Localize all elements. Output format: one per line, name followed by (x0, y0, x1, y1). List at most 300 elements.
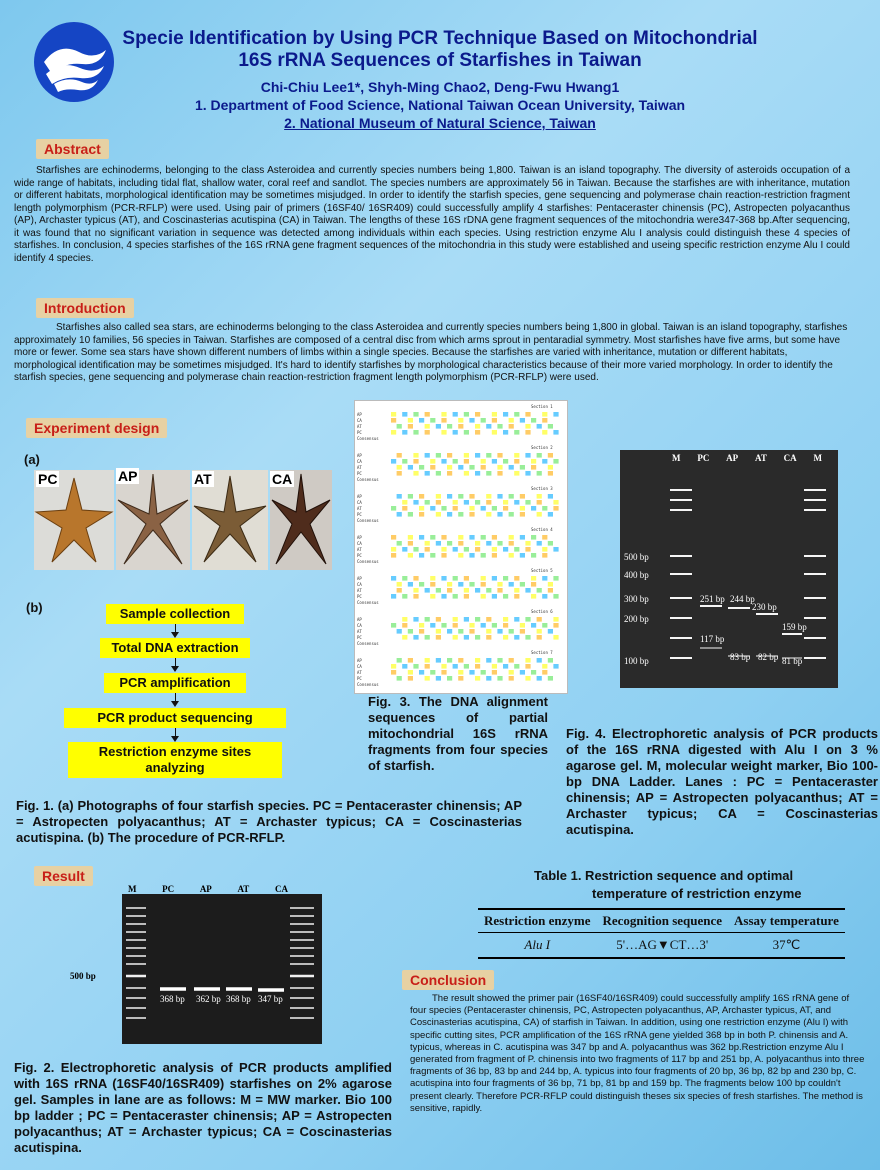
alignment-cell (447, 658, 452, 663)
alignment-cell (542, 676, 547, 681)
alignment-cell (520, 594, 525, 599)
alignment-cell (413, 430, 418, 435)
alignment-cell (509, 629, 514, 634)
alignment-cell (430, 576, 435, 581)
alignment-cell (520, 494, 525, 499)
fig2-lane-m: M (128, 884, 137, 894)
alignment-cell (481, 600, 486, 605)
alignment-cell (464, 477, 469, 482)
alignment-cell (475, 623, 480, 628)
alignment-cell (436, 629, 441, 634)
alignment-cell (447, 629, 452, 634)
alignment-cell (514, 629, 519, 634)
alignment-cell (402, 553, 407, 558)
alignment-row-label: AP (357, 535, 362, 540)
alignment-cell (475, 412, 480, 417)
alignment-cell (486, 453, 491, 458)
alignment-cell (486, 576, 491, 581)
alignment-cell (475, 418, 480, 423)
alignment-cell (391, 506, 396, 511)
alignment-cell (413, 547, 418, 552)
alignment-cell (469, 477, 474, 482)
fig4-gel-graphic (620, 450, 838, 688)
alignment-cell (469, 617, 474, 622)
alignment-cell (441, 430, 446, 435)
alignment-cell (458, 418, 463, 423)
alignment-cell (481, 541, 486, 546)
alignment-cell (441, 518, 446, 523)
alignment-cell (509, 582, 514, 587)
alignment-cell (419, 629, 424, 634)
alignment-cell (537, 576, 542, 581)
alignment-cell (486, 582, 491, 587)
alignment-cell (520, 576, 525, 581)
alignment-cell (458, 453, 463, 458)
alignment-cell (542, 494, 547, 499)
alignment-cell (531, 641, 536, 646)
alignment-cell (525, 477, 530, 482)
alignment-cell (548, 676, 553, 681)
alignment-cell (531, 494, 536, 499)
alignment-cell (441, 676, 446, 681)
alignment-cell (430, 465, 435, 470)
alignment-cell (514, 559, 519, 564)
alignment-cell (397, 582, 402, 587)
alignment-cell (402, 582, 407, 587)
alignment-cell (542, 559, 547, 564)
alignment-cell (503, 588, 508, 593)
alignment-cell (497, 424, 502, 429)
alignment-cell (436, 635, 441, 640)
alignment-cell (486, 430, 491, 435)
alignment-cell (436, 664, 441, 669)
alignment-cell (464, 594, 469, 599)
alignment-cell (509, 412, 514, 417)
alignment-cell (520, 623, 525, 628)
alignment-cell (397, 494, 402, 499)
alignment-cell (548, 453, 553, 458)
alignment-cell (537, 547, 542, 552)
alignment-cell (391, 641, 396, 646)
alignment-cell (514, 471, 519, 476)
alignment-cell (553, 430, 558, 435)
alignment-cell (537, 594, 542, 599)
alignment-cell (553, 676, 558, 681)
alignment-cell (520, 512, 525, 517)
alignment-cell (464, 541, 469, 546)
alignment-cell (408, 547, 413, 552)
alignment-cell (408, 658, 413, 663)
alignment-cell (481, 512, 486, 517)
alignment-cell (486, 664, 491, 669)
alignment-cell (525, 676, 530, 681)
alignment-cell (548, 617, 553, 622)
alignment-cell (453, 559, 458, 564)
alignment-cell (391, 670, 396, 675)
alignment-cell (453, 600, 458, 605)
alignment-cell (469, 430, 474, 435)
alignment-cell (464, 559, 469, 564)
alignment-cell (520, 436, 525, 441)
alignment-cell (525, 582, 530, 587)
affiliation-1: 1. Department of Food Science, National Taiwan Ocean University, Taiwan (194, 97, 686, 113)
alignment-cell (525, 600, 530, 605)
alignment-cell (453, 553, 458, 558)
alignment-cell (447, 676, 452, 681)
alignment-cell (430, 600, 435, 605)
alignment-cell (542, 635, 547, 640)
alignment-cell (514, 465, 519, 470)
alignment-cell (447, 436, 452, 441)
alignment-cell (453, 617, 458, 622)
alignment-cell (408, 430, 413, 435)
alignment-cell (408, 518, 413, 523)
alignment-cell (453, 582, 458, 587)
introduction-text: Starfishes also called sea stars, are echinoderms belonging to the class Asteroidea and currently species numbers being 1,800 in global. Taiwan is an island topography, starfishes approximately 10 families, 56 species in Taiwan. Starfishes are composed of a central disc from which arms sprout in pentaradial symmetry. Most starfishes have five arms, but some have more or fewer. Some sea stars have shown different numbers of limbs within a single species. Because the starfishes are varied with inheritance, mutation or different habitats, morphological identification may be sometimes misjudged. It's hard to identify starfishes by morphological characteristics because of their more varied morphology. In order to identify the starfish species, gene sequencing and polymerase chain reaction-restriction fragment length polymorphism (PCR-RFLP) were used. (14, 322, 848, 383)
alignment-cell (537, 629, 542, 634)
alignment-cell (425, 635, 430, 640)
alignment-cell (531, 412, 536, 417)
alignment-cell (419, 553, 424, 558)
alignment-cell (413, 465, 418, 470)
alignment-cell (497, 459, 502, 464)
alignment-cell (447, 512, 452, 517)
alignment-cell (397, 453, 402, 458)
alignment-cell (481, 471, 486, 476)
alignment-cell (469, 682, 474, 687)
alignment-cell (441, 412, 446, 417)
fig4-band-244: 244 bp (730, 594, 755, 604)
alignment-cell (430, 453, 435, 458)
alignment-cell (475, 641, 480, 646)
alignment-cell (525, 541, 530, 546)
alignment-cell (425, 588, 430, 593)
alignment-cell (441, 600, 446, 605)
alignment-cell (486, 588, 491, 593)
alignment-cell (525, 670, 530, 675)
alignment-row-label: PC (357, 676, 362, 681)
alignment-cell (503, 506, 508, 511)
alignment-row-label: PC (357, 635, 362, 640)
alignment-cell (413, 418, 418, 423)
alignment-cell (408, 471, 413, 476)
alignment-cell (481, 629, 486, 634)
alignment-cell (542, 576, 547, 581)
alignment-cell (548, 588, 553, 593)
alignment-cell (548, 436, 553, 441)
alignment-cell (425, 600, 430, 605)
alignment-cell (441, 682, 446, 687)
alignment-cell (514, 512, 519, 517)
alignment-cell (531, 600, 536, 605)
fig1-caption: Fig. 1. (a) Photographs of four starfish species. PC = Pentaceraster chinensis; AP = Astropecten polyacanthus; AT = Archaster typicus; CA = Coscinasterias acutispina. (b) The procedure of PCR-RFLP. (16, 798, 522, 845)
alignment-cell (525, 588, 530, 593)
alignment-cell (413, 664, 418, 669)
alignment-cell (514, 670, 519, 675)
alignment-cell (402, 477, 407, 482)
alignment-row-label: CA (357, 582, 362, 587)
alignment-cell (447, 600, 452, 605)
alignment-cell (481, 494, 486, 499)
alignment-row-label: AT (357, 629, 362, 634)
alignment-cell (525, 418, 530, 423)
alignment-cell (475, 588, 480, 593)
alignment-cell (447, 424, 452, 429)
alignment-cell (492, 418, 497, 423)
alignment-cell (531, 506, 536, 511)
alignment-cell (537, 436, 542, 441)
alignment-cell (520, 559, 525, 564)
alignment-cell (509, 600, 514, 605)
alignment-cell (436, 512, 441, 517)
alignment-cell (542, 623, 547, 628)
alignment-cell (464, 506, 469, 511)
alignment-cell (469, 465, 474, 470)
alignment-cell (525, 512, 530, 517)
fig2-gel (122, 894, 322, 1044)
alignment-cell (413, 635, 418, 640)
alignment-cell (436, 471, 441, 476)
alignment-cell (458, 436, 463, 441)
species-label-at: AT (194, 471, 212, 487)
alignment-cell (514, 588, 519, 593)
alignment-cell (408, 418, 413, 423)
alignment-cell (492, 535, 497, 540)
alignment-cell (514, 664, 519, 669)
alignment-cell (553, 512, 558, 517)
alignment-cell (537, 635, 542, 640)
alignment-cell (425, 664, 430, 669)
alignment-cell (497, 676, 502, 681)
alignment-cell (430, 547, 435, 552)
alignment-cell (436, 576, 441, 581)
alignment-cell (436, 670, 441, 675)
alignment-row-label: AP (357, 494, 362, 499)
alignment-cell (497, 477, 502, 482)
fig4-band-230: 230 bp (752, 602, 777, 612)
alignment-cell (397, 512, 402, 517)
fig4-band-159: 159 bp (782, 622, 807, 632)
alignment-cell (542, 512, 547, 517)
alignment-cell (537, 477, 542, 482)
alignment-cell (548, 471, 553, 476)
alignment-cell (514, 477, 519, 482)
alignment-cell (419, 512, 424, 517)
alignment-cell (503, 430, 508, 435)
alignment-cell (469, 641, 474, 646)
fig4-band-81: 81 bp (782, 656, 803, 666)
alignment-cell (436, 600, 441, 605)
experiment-design-label: Experiment design (26, 418, 167, 438)
alignment-cell (436, 465, 441, 470)
alignment-cell (397, 682, 402, 687)
alignment-cell (514, 518, 519, 523)
alignment-cell (441, 453, 446, 458)
alignment-cell (542, 465, 547, 470)
alignment-cell (531, 629, 536, 634)
alignment-cell (391, 471, 396, 476)
alignment-cell (503, 453, 508, 458)
alignment-cell (537, 664, 542, 669)
alignment-cell (441, 670, 446, 675)
alignment-cell (481, 582, 486, 587)
alignment-cell (525, 641, 530, 646)
alignment-cell (514, 594, 519, 599)
alignment-cell (391, 594, 396, 599)
alignment-cell (553, 594, 558, 599)
fig2-band-368-at: 368 bp (226, 994, 251, 1004)
alignment-cell (464, 436, 469, 441)
alignment-cell (542, 582, 547, 587)
alignment-cell (469, 582, 474, 587)
alignment-cell (469, 664, 474, 669)
alignment-cell (475, 547, 480, 552)
alignment-cell (458, 553, 463, 558)
alignment-cell (441, 424, 446, 429)
alignment-cell (458, 623, 463, 628)
alignment-cell (525, 635, 530, 640)
alignment-cell (520, 588, 525, 593)
alignment-cell (542, 629, 547, 634)
alignment-cell (553, 559, 558, 564)
alignment-cell (391, 436, 396, 441)
alignment-cell (430, 553, 435, 558)
alignment-cell (436, 494, 441, 499)
alignment-cell (553, 506, 558, 511)
alignment-cell (425, 617, 430, 622)
alignment-section-label: Section 7 (531, 650, 553, 655)
starfish-photo-ap (116, 470, 190, 570)
alignment-section-label: Section 2 (531, 445, 553, 450)
alignment-cell (425, 576, 430, 581)
alignment-cell (486, 682, 491, 687)
alignment-cell (520, 547, 525, 552)
alignment-cell (542, 641, 547, 646)
alignment-cell (514, 658, 519, 663)
alignment-cell (408, 664, 413, 669)
alignment-cell (447, 453, 452, 458)
alignment-cell (548, 500, 553, 505)
alignment-cell (553, 453, 558, 458)
alignment-cell (548, 424, 553, 429)
alignment-cell (430, 494, 435, 499)
alignment-cell (430, 471, 435, 476)
alignment-cell (492, 588, 497, 593)
alignment-cell (430, 582, 435, 587)
alignment-cell (486, 641, 491, 646)
alignment-cell (503, 535, 508, 540)
alignment-cell (469, 436, 474, 441)
alignment-cell (475, 670, 480, 675)
alignment-cell (453, 418, 458, 423)
alignment-cell (509, 559, 514, 564)
alignment-cell (492, 506, 497, 511)
alignment-cell (458, 670, 463, 675)
alignment-cell (458, 600, 463, 605)
alignment-cell (419, 547, 424, 552)
alignment-cell (419, 471, 424, 476)
alignment-cell (542, 459, 547, 464)
fig4-band-83: 83 bp (730, 652, 751, 662)
alignment-cell (430, 477, 435, 482)
alignment-cell (458, 494, 463, 499)
alignment-row-label: PC (357, 512, 362, 517)
alignment-cell (458, 664, 463, 669)
fig4-lane-m1: M (672, 453, 681, 463)
alignment-cell (441, 418, 446, 423)
alignment-cell (419, 617, 424, 622)
alignment-cell (553, 617, 558, 622)
alignment-cell (464, 430, 469, 435)
alignment-cell (492, 477, 497, 482)
alignment-cell (425, 453, 430, 458)
alignment-cell (408, 512, 413, 517)
alignment-cell (481, 518, 486, 523)
author-block (120, 78, 760, 132)
alignment-cell (553, 582, 558, 587)
alignment-cell (509, 541, 514, 546)
alignment-cell (458, 535, 463, 540)
alignment-cell (525, 553, 530, 558)
alignment-cell (425, 424, 430, 429)
alignment-cell (453, 430, 458, 435)
fig4-marker-500: 500 bp (624, 552, 649, 562)
alignment-cell (419, 459, 424, 464)
alignment-cell (497, 576, 502, 581)
alignment-cell (531, 594, 536, 599)
alignment-cell (425, 494, 430, 499)
alignment-cell (475, 617, 480, 622)
alignment-cell (481, 676, 486, 681)
alignment-cell (475, 629, 480, 634)
alignment-cell (531, 512, 536, 517)
alignment-cell (413, 594, 418, 599)
table1-title-line2: temperature of restriction enzyme (592, 886, 802, 901)
alignment-cell (413, 477, 418, 482)
alignment-cell (453, 547, 458, 552)
alignment-cell (447, 500, 452, 505)
alignment-cell (514, 600, 519, 605)
alignment-cell (425, 535, 430, 540)
alignment-cell (537, 471, 542, 476)
alignment-cell (509, 453, 514, 458)
alignment-cell (492, 676, 497, 681)
alignment-cell (492, 547, 497, 552)
alignment-cell (553, 576, 558, 581)
alignment-cell (397, 670, 402, 675)
alignment-cell (525, 547, 530, 552)
alignment-cell (397, 535, 402, 540)
abstract-text: Starfishes are echinoderms, belonging to the class Asteroidea and currently species numbers being 1,800. Taiwan is an island topography. The diversity of asteroids occupation of a wide range of habitats, including tidal flat, shallow water, coral reef and sandlot. The species numbers are approximately 56 in Taiwan. Because the starfishes are with inheritance, mutation or different habitats, morphological identification may be sometimes misjudged. In order to identify the starfish species, gene sequencing and polymerase chain reaction-restriction fragment length polymorphism (PCR-RFLP) were used. Using pair of primers (16SF40/ 16SR409) could successfully amplify 4 starfishes: Pentaceraster chinensis (PC), Astropecten polyacanthus (AP), Archaster typicus (AT), and Coscinasterias acutispina (CA) in Taiwan. The lengths of these 16S rDNA gene fragment sequences of the mitochondria were347-368 bp.After sequencing, it was found that no significant variation in sequence was detected among individuals within each species. Using restriction enzyme Alu I analysis could distinguish these 4 species of starfishes. In conclusion, 4 species starfishes of the 16S rRNA gene fragment sequences of the mitochondria in this study were established and useing specific restriction enzyme Alu I could identify 4 species. (14, 165, 850, 264)
alignment-cell (537, 553, 542, 558)
alignment-cell (469, 658, 474, 663)
alignment-cell (531, 430, 536, 435)
alignment-cell (475, 682, 480, 687)
alignment-row-label: PC (357, 553, 362, 558)
alignment-cell (464, 471, 469, 476)
alignment-row-label: AT (357, 670, 362, 675)
alignment-cell (503, 623, 508, 628)
alignment-cell (453, 588, 458, 593)
alignment-cell (458, 629, 463, 634)
alignment-cell (469, 541, 474, 546)
fig2-caption: Fig. 2. Electrophoretic analysis of PCR products amplified with 16S rRNA (16SF40/16SR409) starfishes on 2% agarose gel. Samples in lane are as follows: M = MW marker. Bio 100 bp ladder ; PC = Pentaceraster chinensis; AP = Astropecten polyacanthus; AT = Archaster typicus; CA = Coscinasterias acutispina. (14, 1060, 392, 1155)
fig2-band-347-ca: 347 bp (258, 994, 283, 1004)
alignment-cell (509, 512, 514, 517)
alignment-cell (503, 600, 508, 605)
alignment-cell (413, 617, 418, 622)
alignment-cell (464, 664, 469, 669)
